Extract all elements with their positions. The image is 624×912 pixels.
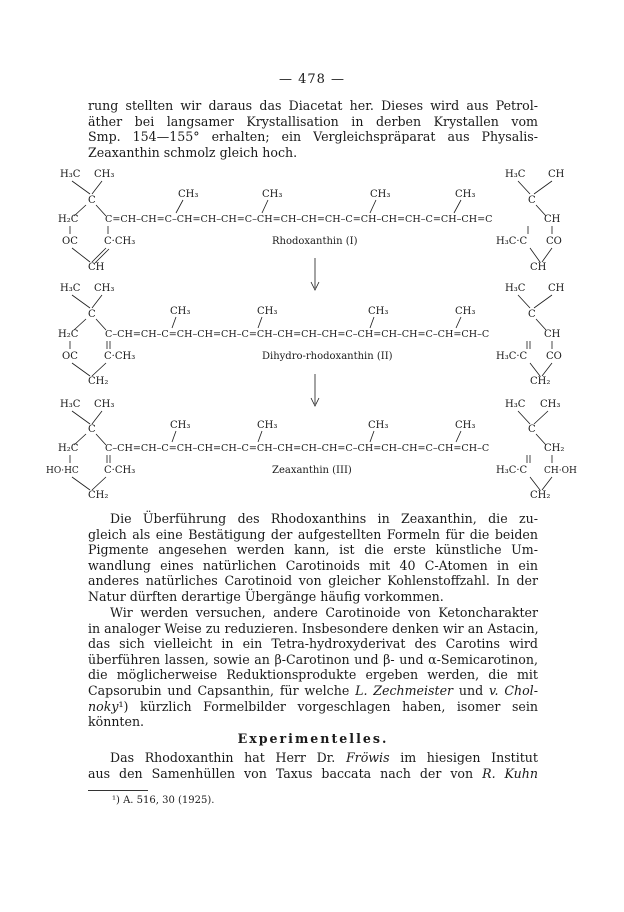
f2-left-h3c: H₃C [60, 283, 81, 294]
f1-right-ch2: CH [544, 214, 561, 225]
p1-line: wandlung eines natürlichen Carotinoids mit 40 C-Atomen in ein [88, 557, 538, 573]
page-number: — 478 — [278, 72, 346, 87]
f1-left-oc: OC [62, 236, 78, 247]
f2-left-c: C [88, 309, 96, 320]
intro-line: rung stellten wir daraus das Diacetat her. Dieses wird aus Petrol- [88, 98, 538, 113]
f1-methyl: CH₃ [455, 189, 476, 200]
f2-left-h2c: H₂C [58, 329, 79, 340]
f3-right-h3cc: H₃C·C [496, 465, 528, 476]
formula-zeaxanthin [46, 399, 577, 501]
f3-methyl: CH₃ [257, 420, 278, 431]
formula-rhodoxanthin [58, 169, 565, 290]
intro-line: Smp. 154—155° erhalten; ein Vergleichspräparat aus Physalis- [88, 129, 538, 145]
f2-right-co: CO [546, 351, 562, 362]
f3-chain: C–CH=CH–C=CH–CH=CH–C=CH–CH=CH–CH=C–CH=CH–CH=C–CH=CH–C [105, 443, 490, 454]
f2-left-ch2: CH₂ [88, 376, 109, 387]
footnote-rule [88, 790, 148, 791]
f3-left-ch2: CH₂ [88, 490, 109, 501]
f3-left-ch3: CH₃ [94, 399, 115, 410]
p2-line: Wir werden versuchen, andere Carotinoide von Ketoncharakter [110, 605, 538, 620]
p3-line: aus den Samenhüllen von Taxus baccata nach der von R. Kuhn [88, 765, 538, 781]
p2-line: in analoger Weise zu reduzieren. Insbesondere denken wir an Astacin, [88, 620, 539, 636]
p2-line: noky¹) kürzlich Formelbilder vorgeschlagen haben, isomer sein [88, 698, 538, 714]
f1-right-ch: CH [548, 169, 565, 180]
f3-right-ch2: CH₂ [530, 490, 551, 501]
f3-right-h3c: H₃C [505, 399, 526, 410]
f3-right-ch3: CH₃ [540, 399, 561, 410]
f1-right-co: CO [546, 236, 562, 247]
f1-right-c: C [528, 195, 536, 206]
f2-methyl: CH₃ [368, 306, 389, 317]
f2-left-ch3: CH₃ [94, 283, 115, 294]
f1-right-h3c: H₃C [505, 169, 526, 180]
f3-left-cch3: C·CH₃ [104, 465, 136, 476]
f2-right-h3c: H₃C [505, 283, 526, 294]
f3-methyl: CH₃ [170, 420, 191, 431]
f1-left-h3c: H₃C [60, 169, 81, 180]
f1-left-c: C [88, 195, 96, 206]
f1-left-ch: CH [88, 262, 105, 273]
p2-line: überführen lassen, sowie an β-Carotinon und β- und α-Semicarotinon, [88, 651, 538, 667]
f2-right-ch2: CH₂ [530, 376, 551, 387]
f3-left-h2c: H₂C [58, 443, 79, 454]
paragraph-2 [88, 605, 538, 730]
f2-right-ch: CH [548, 283, 565, 294]
intro-line: Zeaxanthin schmolz gleich hoch. [88, 144, 298, 160]
f2-methyl: CH₃ [455, 306, 476, 317]
p1-line: gleich als eine Bestätigung der aufgestellten Formeln für die beiden [88, 526, 538, 542]
f1-methyl: CH₃ [178, 189, 199, 200]
p2-line: Capsorubin und Capsanthin, für welche L. Zechmeister und v. Chol- [88, 682, 538, 698]
f2-name: Dihydro-rhodoxanthin (II) [262, 351, 393, 362]
paragraph-1 [88, 511, 538, 605]
p2-line: könnten. [88, 714, 145, 730]
f3-left-c: C [88, 424, 96, 435]
f2-right-c: C [528, 309, 536, 320]
footnote: ¹) A. 516, 30 (1925). [112, 795, 215, 806]
f2-left-oc: OC [62, 351, 78, 362]
f3-name: Zeaxanthin (III) [272, 465, 352, 476]
f3-left-hohc: HO·HC [46, 466, 79, 476]
p2-line: das sich vielleicht in ein Tetra-hydroxyderivat des Carotins wird [88, 636, 538, 652]
f1-left-cch3: C·CH₃ [104, 236, 136, 247]
paragraph-3 [88, 750, 538, 781]
f3-left-h3c: H₃C [60, 399, 81, 410]
f1-left-ch3: CH₃ [94, 169, 115, 180]
intro-line: äther bei langsamer Krystallisation in derben Krystallen vom [88, 113, 538, 129]
f2-right-chb: CH [544, 329, 561, 340]
f2-methyl: CH₃ [257, 306, 278, 317]
f3-methyl: CH₃ [455, 420, 476, 431]
f1-left-h2c: H₂C [58, 214, 79, 225]
p1-line: anderes natürliches Carotinoid von gleicher Kohlenstoffzahl. In der [88, 573, 538, 589]
f1-chain: C=CH–CH=C–CH=CH–CH=C–CH=CH–CH=CH–C=CH–CH=CH–C=CH–CH=C [105, 214, 493, 225]
f1-right-chb: CH [530, 262, 547, 273]
f2-methyl: CH₃ [170, 306, 191, 317]
f3-right-c: C [528, 424, 536, 435]
f1-methyl: CH₃ [370, 189, 391, 200]
section-heading: Experimentelles. [237, 731, 389, 746]
f1-right-h3cc: H₃C·C [496, 236, 528, 247]
f1-methyl: CH₃ [262, 189, 283, 200]
f2-right-h3cc: H₃C·C [496, 351, 528, 362]
p1-line: Die Überführung des Rhodoxanthins in Zeaxanthin, die zu- [110, 511, 538, 526]
f3-right-choh: CH·OH [544, 466, 577, 476]
f3-right-ch2a: CH₂ [544, 443, 565, 454]
f2-chain: C–CH=CH–C=CH–CH=CH–C=CH–CH=CH–CH=C–CH=CH–CH=C–CH=CH–C [105, 329, 490, 340]
p1-line: Pigmente angesehen werden kann, ist die erste künstliche Um- [88, 542, 538, 558]
f1-name: Rhodoxanthin (I) [272, 236, 358, 247]
p2-line: die möglicherweise Reduktionsprodukte ergeben werden, die mit [88, 667, 538, 683]
formula-dihydro-rhodoxanthin [58, 283, 565, 406]
f3-methyl: CH₃ [368, 420, 389, 431]
f2-left-cch3: C·CH₃ [104, 351, 136, 362]
p3-line: Das Rhodoxanthin hat Herr Dr. Fröwis im hiesigen Institut [110, 750, 538, 765]
p1-line: Natur dürften derartige Übergänge häufig vorkommen. [88, 588, 444, 604]
